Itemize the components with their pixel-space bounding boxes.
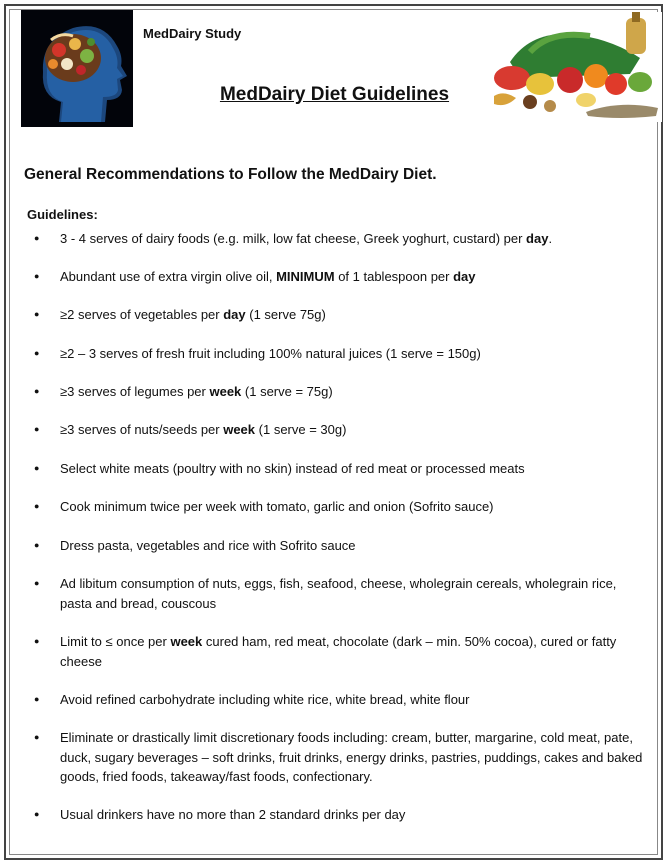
brain-food-image (21, 10, 133, 127)
study-label: MedDairy Study (143, 26, 242, 41)
guideline-item: ● Usual drinkers have no more than 2 standard drinks per day (60, 805, 650, 825)
guideline-item: ● Cook minimum twice per week with tomato, garlic and onion (Sofrito sauce) (60, 497, 650, 517)
guideline-item: ● 3 - 4 serves of dairy foods (e.g. milk, low fat cheese, Greek yoghurt, custard) per day. (60, 229, 650, 249)
mediterranean-food-image (490, 12, 662, 122)
page-title: MedDairy Diet Guidelines (219, 84, 450, 105)
guideline-item: ● Limit to ≤ once per week cured ham, red meat, chocolate (dark – min. 50% cocoa), cured or fatty cheese (60, 632, 650, 671)
guideline-item: ● ≥3 serves of nuts/seeds per week (1 serve = 30g) (60, 420, 650, 440)
guideline-item: ● Abundant use of extra virgin olive oil, MINIMUM of 1 tablespoon per day (60, 267, 650, 287)
guideline-item: ● Avoid refined carbohydrate including white rice, white bread, white flour (60, 690, 650, 710)
guideline-item: ● Ad libitum consumption of nuts, eggs, fish, seafood, cheese, wholegrain cereals, wholegrain rice, pasta and bread, couscous (60, 574, 650, 613)
guideline-item: ● ≥2 – 3 serves of fresh fruit including 100% natural juices (1 serve = 150g) (60, 344, 650, 364)
guideline-item: ● ≥3 serves of legumes per week (1 serve = 75g) (60, 382, 650, 402)
section-heading: General Recommendations to Follow the MedDairy Diet. (24, 166, 437, 183)
guidelines-label: Guidelines: (27, 207, 98, 222)
guideline-item: ● Eliminate or drastically limit discretionary foods including: cream, butter, margarine, cold meat, pate, duck, sugary beverages – soft drinks, fruit drinks, energy drinks, pastries, puddings, cakes and baked goods, fried foods, takeaway/fast foods, confectionary. (60, 728, 650, 787)
guideline-item: ● Select white meats (poultry with no skin) instead of red meat or processed meats (60, 459, 650, 479)
guideline-item: ● ≥2 serves of vegetables per day (1 serve 75g) (60, 305, 650, 325)
guideline-item: ● Dress pasta, vegetables and rice with Sofrito sauce (60, 536, 650, 556)
